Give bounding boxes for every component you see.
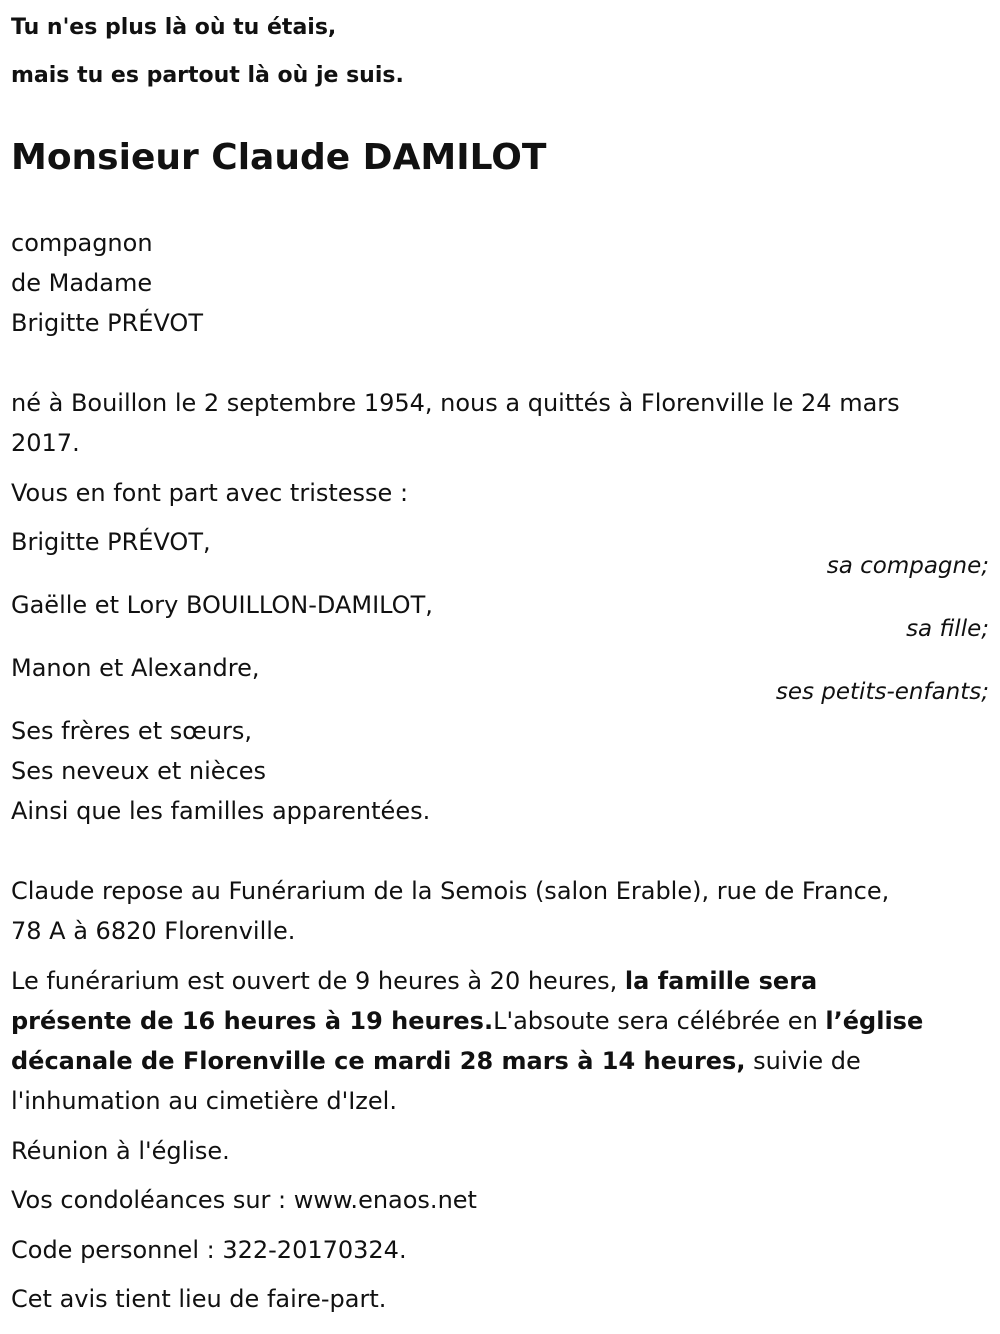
announcer-relation: sa compagne; bbox=[826, 553, 989, 579]
partner-line-1: compagnon bbox=[11, 229, 153, 257]
other-family-block bbox=[11, 711, 989, 831]
schedule-line-3 bbox=[11, 1041, 989, 1081]
notice-text: Cet avis tient lieu de faire-part. bbox=[11, 1285, 387, 1313]
schedule-followed: suivie de bbox=[745, 1047, 861, 1075]
schedule-hours: Le funérarium est ouvert de 9 heures à 20 heures, bbox=[11, 967, 625, 995]
epigraph-line-1: Tu n'es plus là où tu étais, bbox=[11, 15, 337, 40]
schedule-line-1 bbox=[11, 961, 989, 1001]
other-family-line: Ses frères et sœurs, bbox=[11, 717, 252, 745]
announcers-intro: Vous en font part avec tristesse : bbox=[11, 479, 409, 507]
schedule-family-hours: présente de 16 heures à 19 heures. bbox=[11, 1007, 494, 1035]
funerarium-text bbox=[11, 871, 989, 951]
personal-code-text: Code personnel : 322-20170324. bbox=[11, 1236, 407, 1264]
epigraph-line-2: mais tu es partout là où je suis. bbox=[11, 63, 404, 88]
schedule-line-4: l'inhumation au cimetière d'Izel. bbox=[11, 1087, 397, 1115]
funerarium-line-1: Claude repose au Funérarium de la Semois (salon Erable), rue de France, bbox=[11, 877, 890, 905]
other-family-line: Ainsi que les familles apparentées. bbox=[11, 797, 431, 825]
schedule-church: l’église bbox=[825, 1007, 924, 1035]
partner-block bbox=[11, 223, 989, 343]
deceased-name: Monsieur Claude DAMILOT bbox=[11, 137, 547, 178]
schedule-family-presence: la famille sera bbox=[624, 967, 818, 995]
birth-death-line-2: 2017. bbox=[11, 429, 80, 457]
announcer-name: Brigitte PRÉVOT, bbox=[11, 528, 211, 556]
condolences-text: Vos condoléances sur : www.enaos.net bbox=[11, 1186, 477, 1214]
announcer-relation: ses petits-enfants; bbox=[775, 679, 989, 705]
funerarium-line-2: 78 A à 6820 Florenville. bbox=[11, 917, 296, 945]
announcer-name: Gaëlle et Lory BOUILLON-DAMILOT, bbox=[11, 591, 433, 619]
announcer-relation: sa fille; bbox=[906, 616, 989, 642]
announcer-name: Manon et Alexandre, bbox=[11, 654, 260, 682]
birth-death-text bbox=[11, 383, 989, 463]
reunion-text: Réunion à l'église. bbox=[11, 1137, 230, 1165]
partner-line-2: de Madame bbox=[11, 269, 153, 297]
schedule-ceremony-date: décanale de Florenville ce mardi 28 mars à 14 heures, bbox=[11, 1047, 746, 1075]
schedule-absoute: L'absoute sera célébrée en bbox=[493, 1007, 826, 1035]
partner-line-3: Brigitte PRÉVOT bbox=[11, 309, 203, 337]
birth-death-line-1: né à Bouillon le 2 septembre 1954, nous a quittés à Florenville le 24 mars bbox=[11, 389, 900, 417]
other-family-line: Ses neveux et nièces bbox=[11, 757, 267, 785]
schedule-line-2 bbox=[11, 1001, 989, 1041]
schedule-text bbox=[11, 961, 989, 1121]
